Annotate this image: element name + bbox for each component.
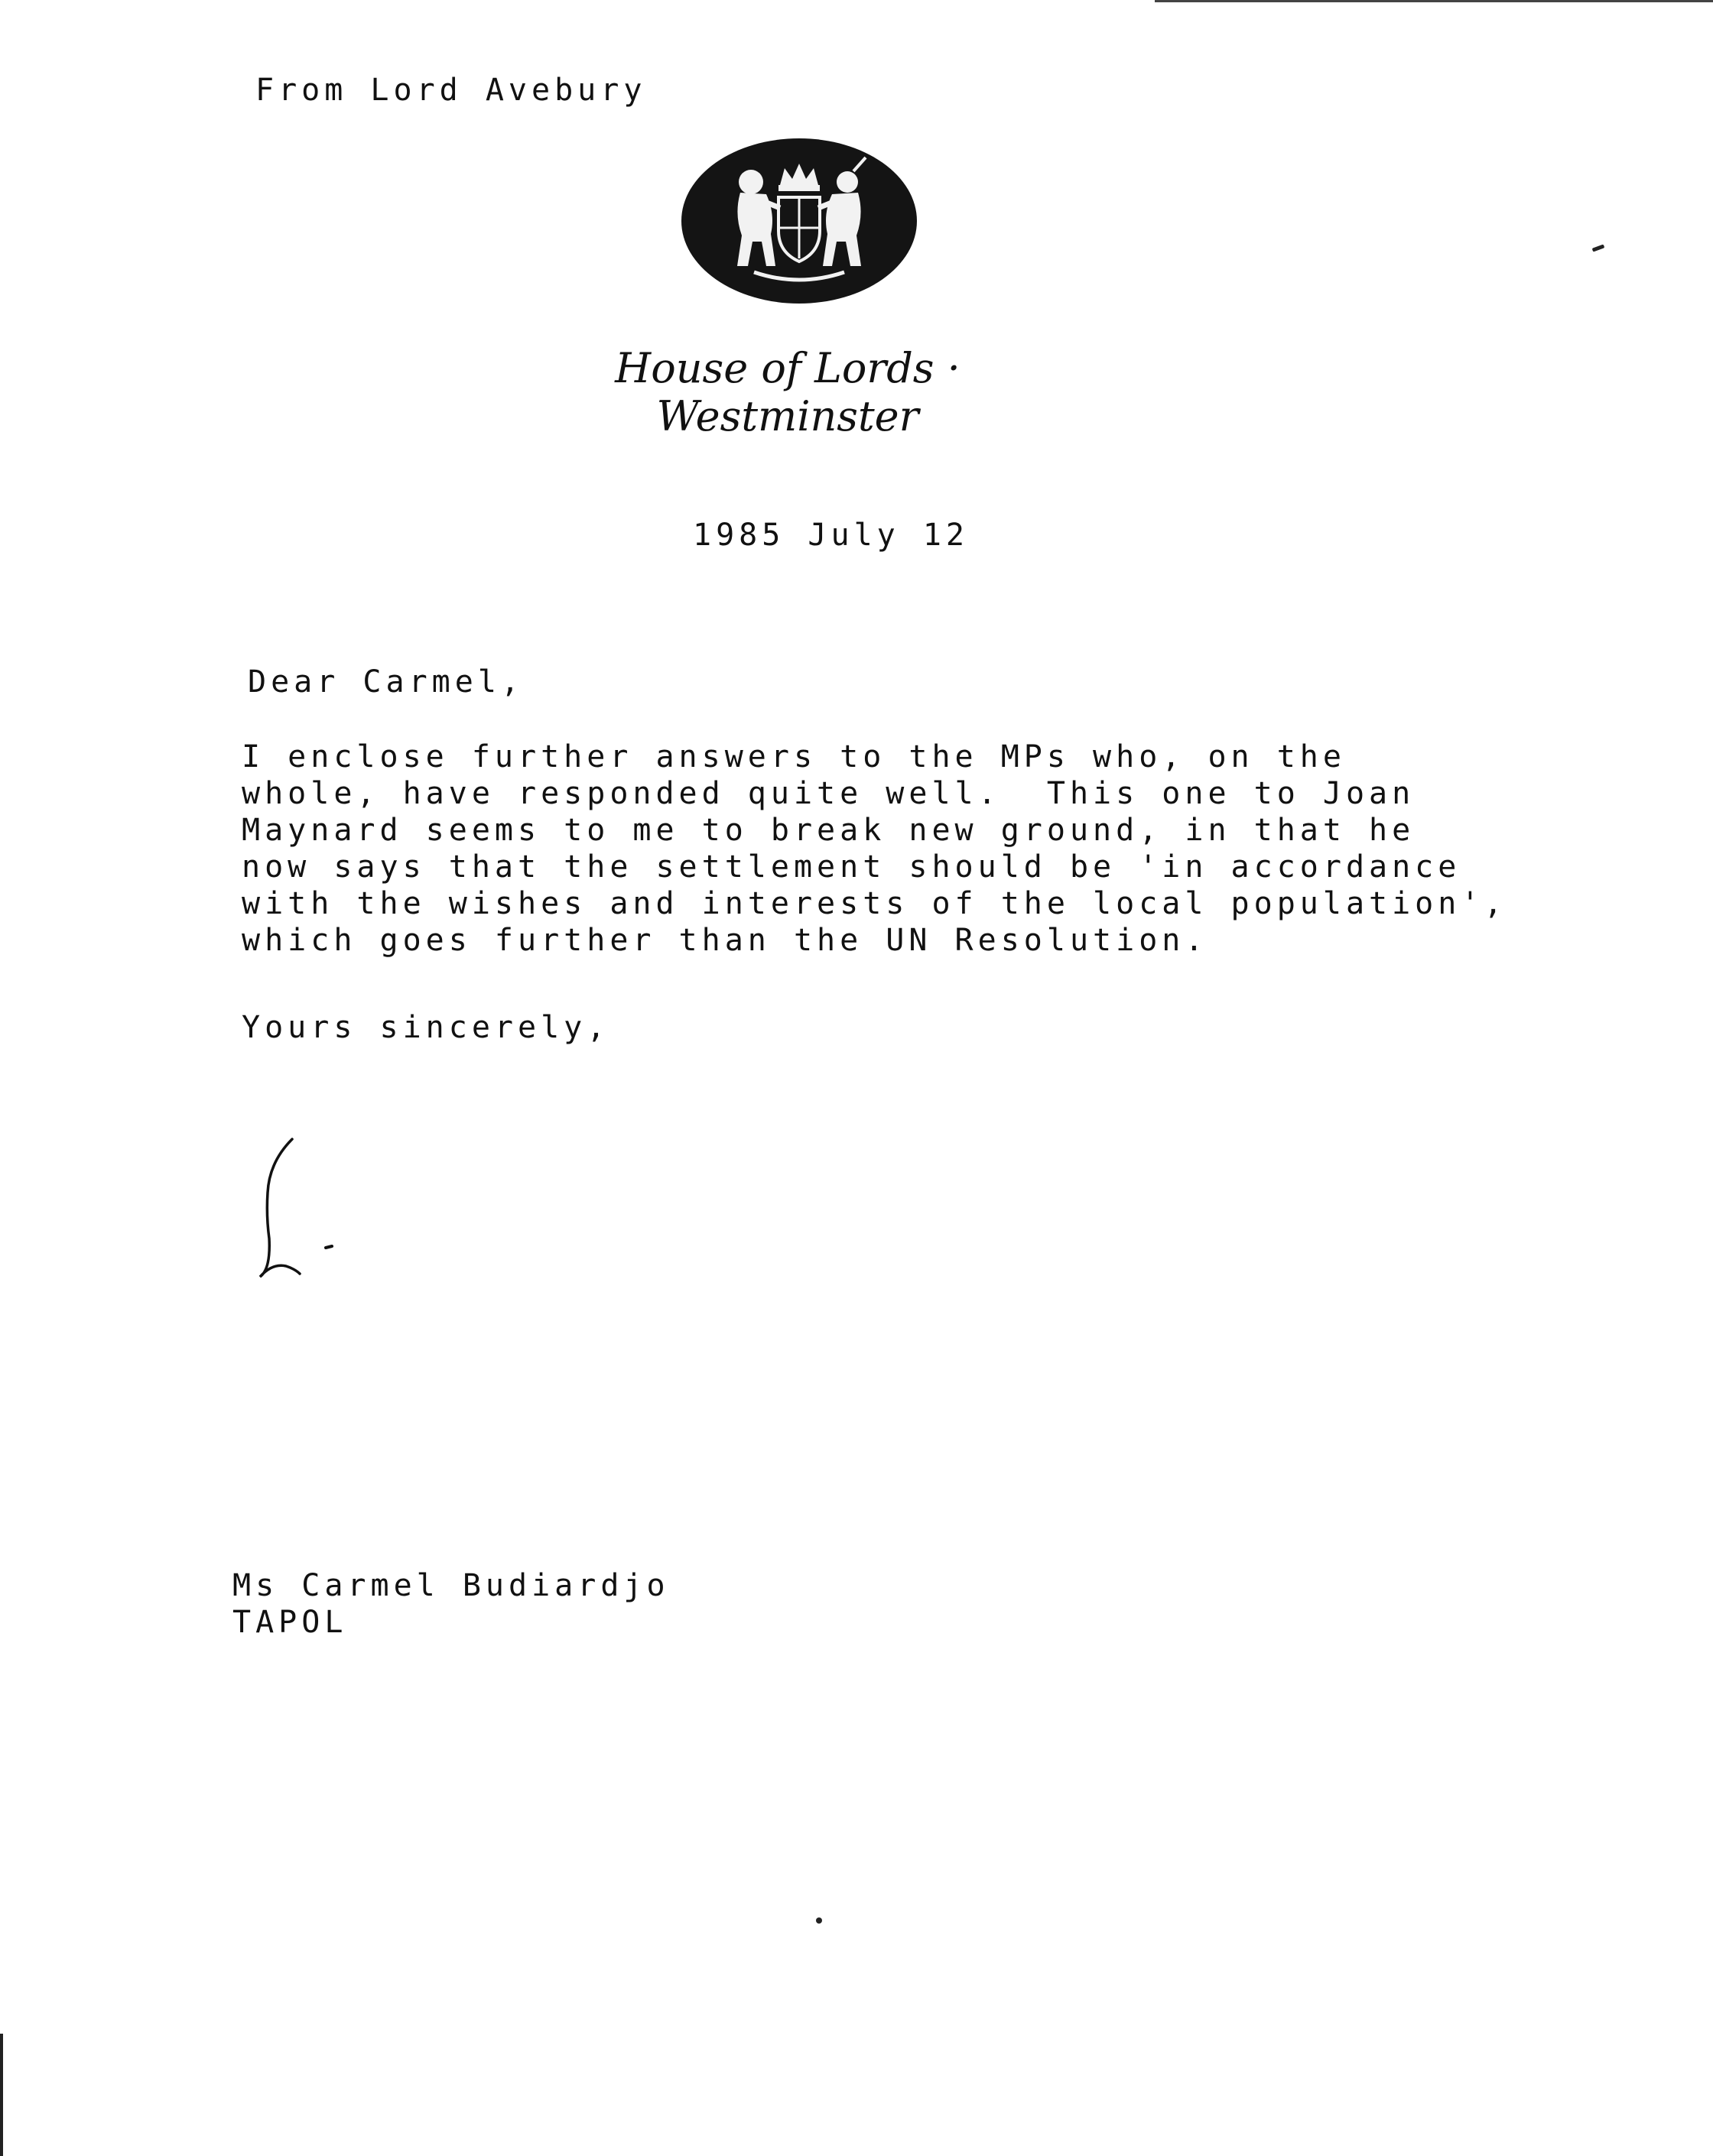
body-line: which goes further than the UN Resolution. (242, 923, 1208, 958)
royal-crest-icon (681, 138, 918, 304)
recipient-org: TAPOL (232, 1605, 348, 1640)
letterhead-title: House of Lords · Westminster (615, 344, 961, 440)
scan-edge-top (1155, 0, 1713, 2)
scan-edge-left (0, 2034, 3, 2156)
body-line: with the wishes and interests of the local population', (242, 886, 1507, 921)
scan-speck (816, 1917, 822, 1924)
letter-date: 1985 July 12 (693, 518, 969, 553)
recipient-name: Ms Carmel Budiardjo (232, 1568, 670, 1603)
salutation: Dear Carmel, (248, 664, 524, 700)
scan-speck (1592, 244, 1605, 252)
closing: Yours sincerely, (242, 1010, 610, 1045)
letter-body (242, 739, 1542, 959)
body-line: Maynard seems to me to break new ground, in that he (242, 813, 1416, 848)
signature-icon (242, 1132, 356, 1284)
body-line: whole, have responded quite well. This one to Joan (242, 776, 1416, 811)
from-line: From Lord Avebury (255, 73, 647, 108)
body-line: now says that the settlement should be 'in accordance (242, 849, 1461, 885)
body-line: I enclose further answers to the MPs who, on the (242, 739, 1346, 774)
